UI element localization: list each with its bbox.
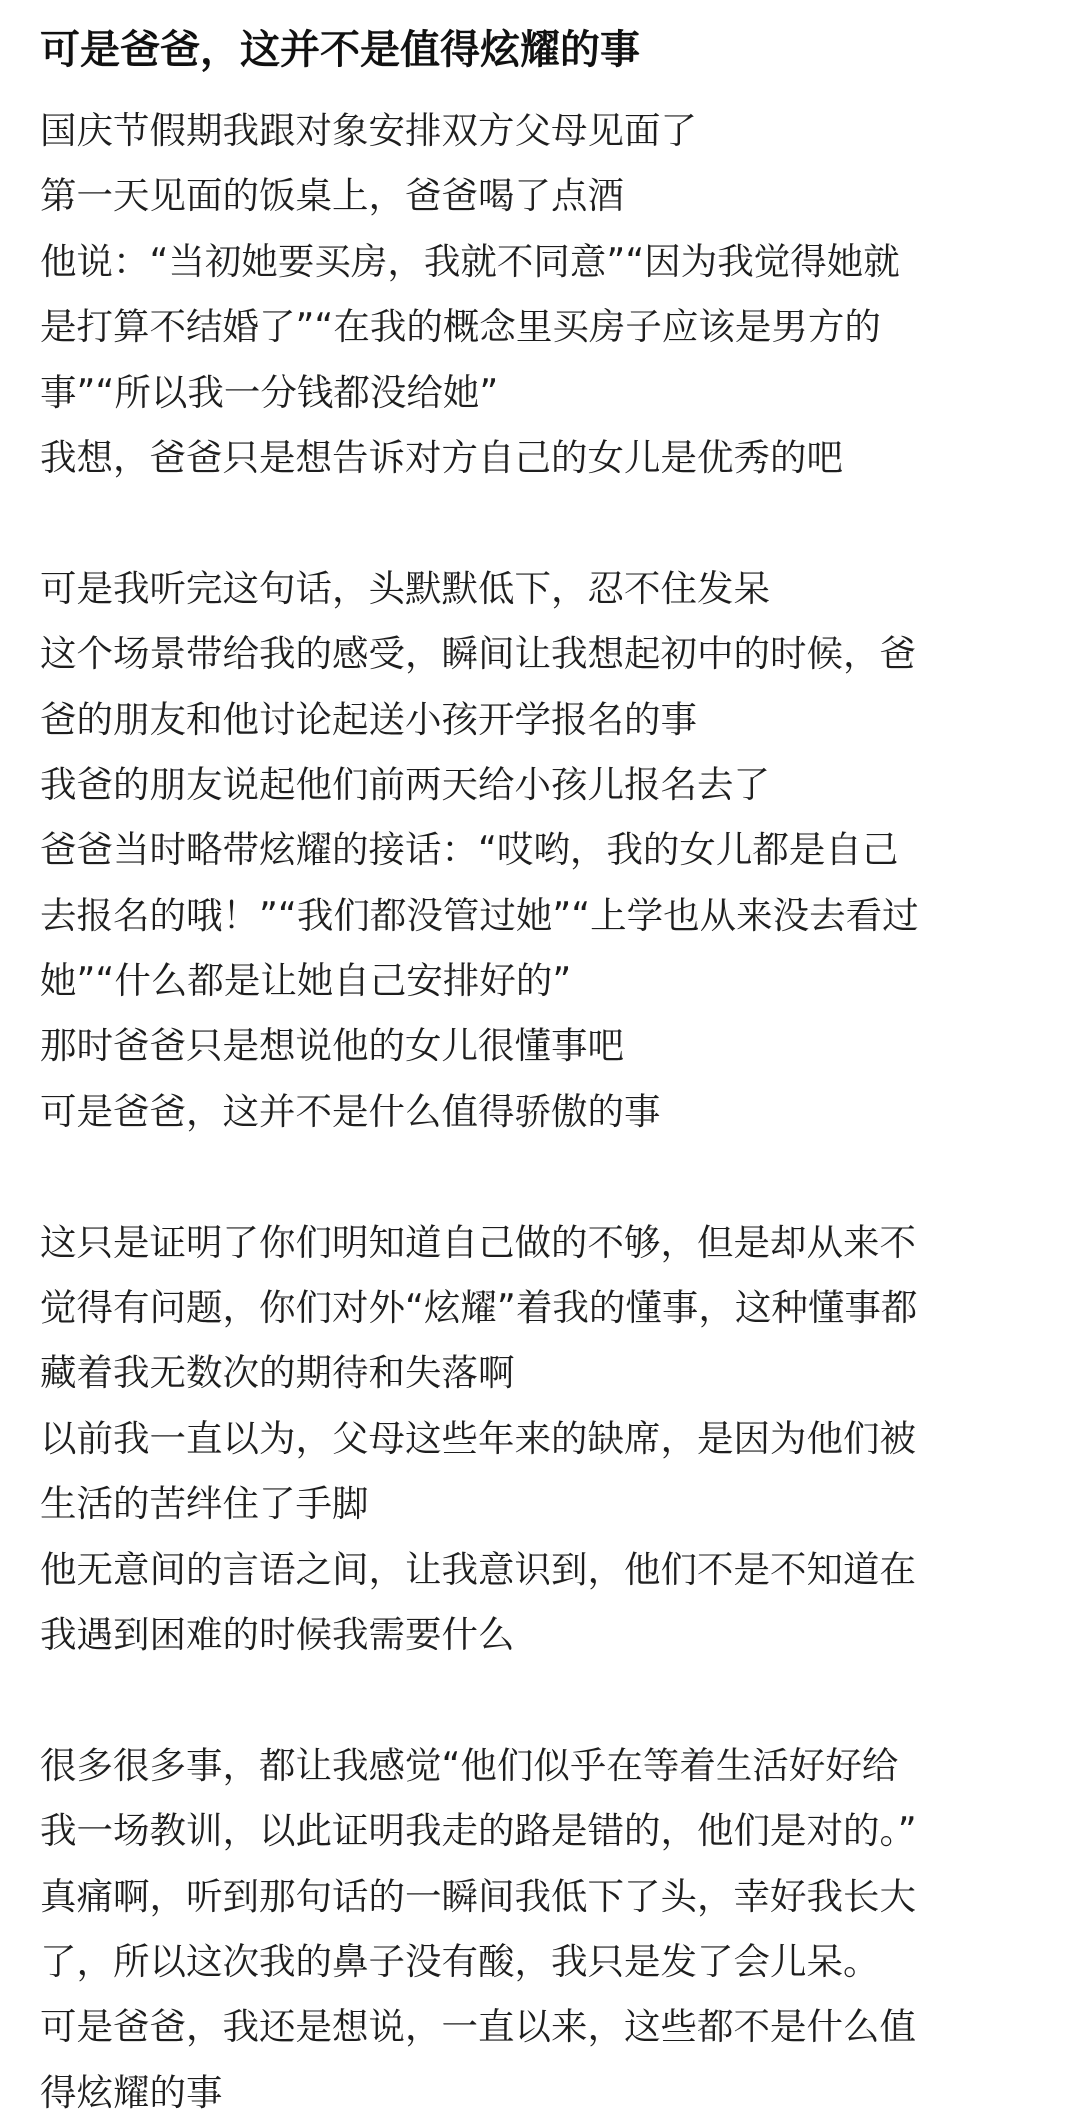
- text-line: 是打算不结婚了”“在我的概念里买房子应该是男方的: [40, 305, 881, 349]
- text-line: 觉得有问题，你们对外“炫耀”着我的懂事，这种懂事都: [40, 1286, 918, 1330]
- text-line: 国庆节假期我跟对象安排双方父母见面了: [40, 109, 697, 152]
- paragraph-gap: [40, 1667, 1060, 1732]
- paragraph-gap: [40, 490, 1060, 555]
- text-line: 以前我一直以为，父母这些年来的缺席，是因为他们被: [40, 1416, 916, 1460]
- text-line: 去报名的哦！”“我们都没管过她”“上学也从来没去看过: [40, 893, 919, 937]
- text-line: 可是爸爸，这并不是什么值得骄傲的事: [40, 1089, 661, 1133]
- text-line: 得炫耀的事: [40, 2070, 223, 2114]
- text-line: 这只是证明了你们明知道自己做的不够，但是却从来不: [40, 1220, 916, 1264]
- text-line: 很多很多事，都让我感觉“他们似乎在等着生活好好给: [40, 1743, 899, 1787]
- article-title: 可是爸爸，这并不是值得炫耀的事: [40, 27, 640, 73]
- text-line: 生活的苦绊住了手脚: [40, 1482, 369, 1526]
- text-line: 我遇到困难的时候我需要什么: [40, 1612, 515, 1656]
- text-line: 我想，爸爸只是想告诉对方自己的女儿是优秀的吧: [40, 435, 843, 479]
- text-line: 事”“所以我一分钱都没给她”: [40, 370, 499, 414]
- text-line: 了，所以这次我的鼻子没有酸，我只是发了会儿呆。: [40, 1939, 880, 1983]
- text-line: 第一天见面的饭桌上，爸爸喝了点酒: [40, 174, 624, 218]
- text-line: 爸的朋友和他讨论起送小孩开学报名的事: [40, 697, 697, 741]
- text-line: 可是我听完这句话，头默默低下，忍不住发呆: [40, 566, 770, 610]
- text-line: 藏着我无数次的期待和失落啊: [40, 1351, 515, 1395]
- text-line: 那时爸爸只是想说他的女儿很懂事吧: [40, 1024, 624, 1068]
- text-line: 真痛啊，听到那句话的一瞬间我低下了头，幸好我长大: [40, 1874, 916, 1918]
- text-line: 可是爸爸，我还是想说，一直以来，这些都不是什么值: [40, 2005, 916, 2049]
- text-line: 爸爸当时略带炫耀的接话：“哎哟，我的女儿都是自己: [40, 828, 899, 872]
- text-line: 我爸的朋友说起他们前两天给小孩儿报名去了: [40, 762, 770, 806]
- text-line: 她”“什么都是让她自己安排好的”: [40, 959, 572, 1003]
- text-line: 我一场教训，以此证明我走的路是错的，他们是对的。”: [40, 1809, 917, 1853]
- text-line: 他无意间的言语之间，让我意识到，他们不是不知道在: [40, 1547, 916, 1591]
- text-line: 他说：“当初她要买房，我就不同意”“因为我觉得她就: [40, 239, 900, 283]
- article-body: [40, 98, 1060, 2125]
- text-line: 这个场景带给我的感受，瞬间让我想起初中的时候，爸: [40, 632, 916, 676]
- paragraph-gap: [40, 1144, 1060, 1209]
